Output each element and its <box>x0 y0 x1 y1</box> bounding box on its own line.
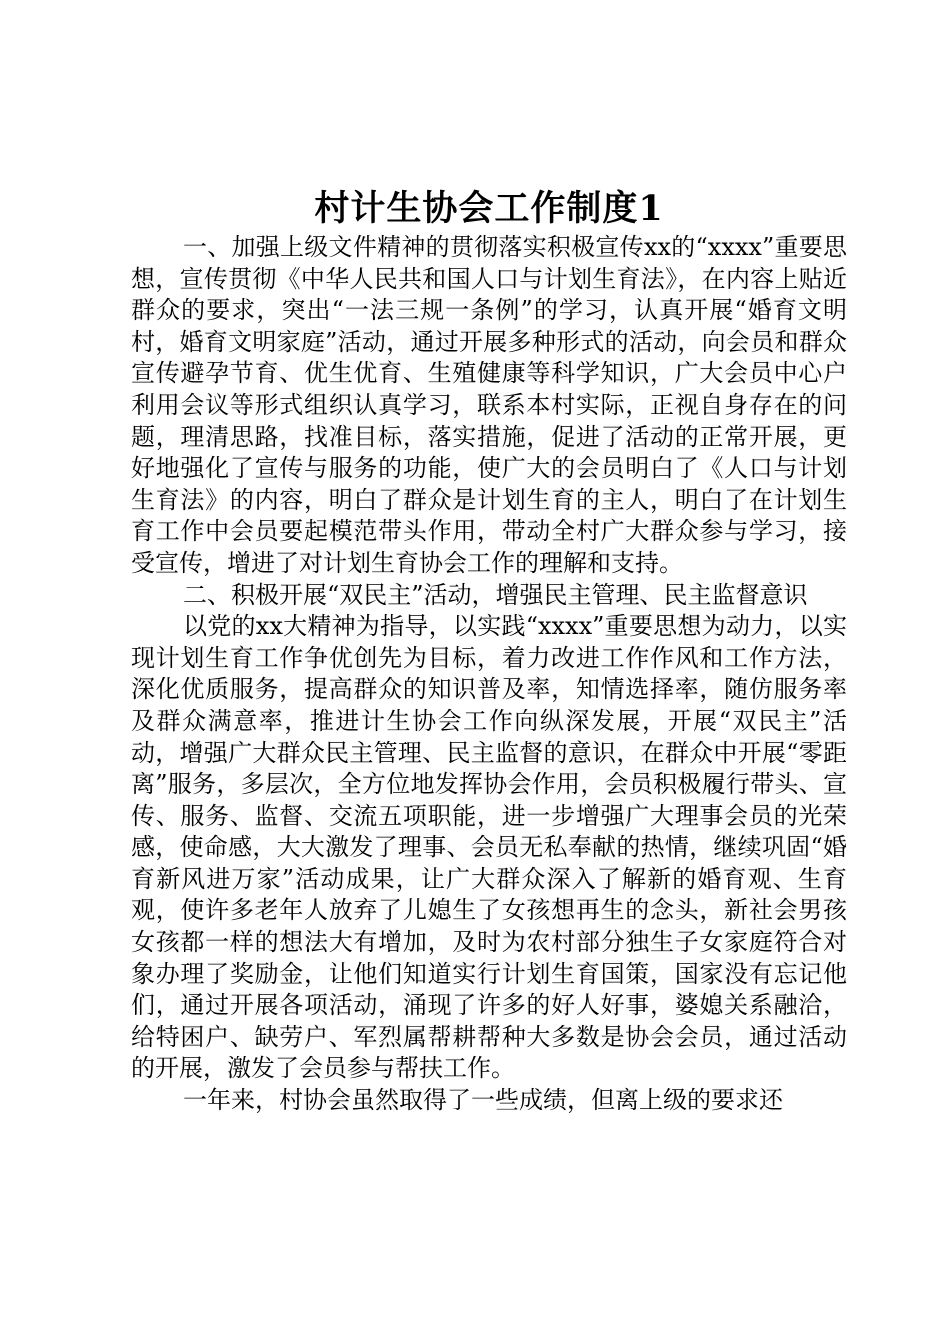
paragraph-summary: 一年来，村协会虽然取得了一些成绩，但离上级的要求还 <box>183 1086 783 1115</box>
document-title: 村计生协会工作制度1 <box>314 188 664 229</box>
section-heading-2: 二、积极开展“双民主”活动，增强民主管理、民主监督意识 <box>183 580 808 609</box>
paragraph-section-1: 一、加强上级文件精神的贯彻落实积极宣传xx的“xxxx”重要思想，宣传贯彻《中华人民共和国人口与计划生育法》，在内容上贴近群众的要求，突出“一法三规一条例”的学习，认真开展“婚育文明村，婚育文明家庭”活动，通过开展多种形式的活动，向会员和群众宣传避孕节育、优生优育、生殖健康等科学知识，广大会员中心户利用会议等形式组织认真学习，联系本村实际，正视自身存在的问题，理清思路，找准目标，落实措施，促进了活动的正常开展，更好地强化了宣传与服务的功能，使广大的会员明白了《人口与计划生育法》的内容，明白了群众是计划生育的主人，明白了在计划生育工作中会员要起模范带头作用，带动全村广大群众参与学习，接受宣传，增进了对计划生育协会工作的理解和支持。 <box>131 233 847 577</box>
paragraph-section-2-body: 以党的xx大精神为指导，以实践“xxxx”重要思想为动力，以实现计划生育工作争优创先为目标，着力改进工作作风和工作方法，深化优质服务，提高群众的知识普及率，知情选择率，随仿服务率及群众满意率，推进计生协会工作向纵深发展，开展“双民主”活动，增强广大群众民主管理、民主监督的意识，在群众中开展“零距离”服务，多层次，全方位地发挥协会作用，会员积极履行带头、宣传、服务、监督、交流五项职能，进一步增强广大理事会员的光荣感，使命感，大大激发了理事、会员无私奉献的热情，继续巩固“婚育新风进万家”活动成果，让广大群众深入了解新的婚育观、生育观，使许多老年人放弃了儿媳生了女孩想再生的念头，新社会男孩女孩都一样的想法大有增加，及时为农村部分独生子女家庭符合对象办理了奖励金，让他们知道实行计划生育国策，国家没有忘记他们，通过开展各项活动，涌现了许多的好人好事，婆媳关系融洽，给特困户、缺劳户、军烈属帮耕帮种大多数是协会会员，通过活动的开展，激发了会员参与帮扶工作。 <box>131 612 847 1083</box>
document-page <box>131 186 847 1117</box>
